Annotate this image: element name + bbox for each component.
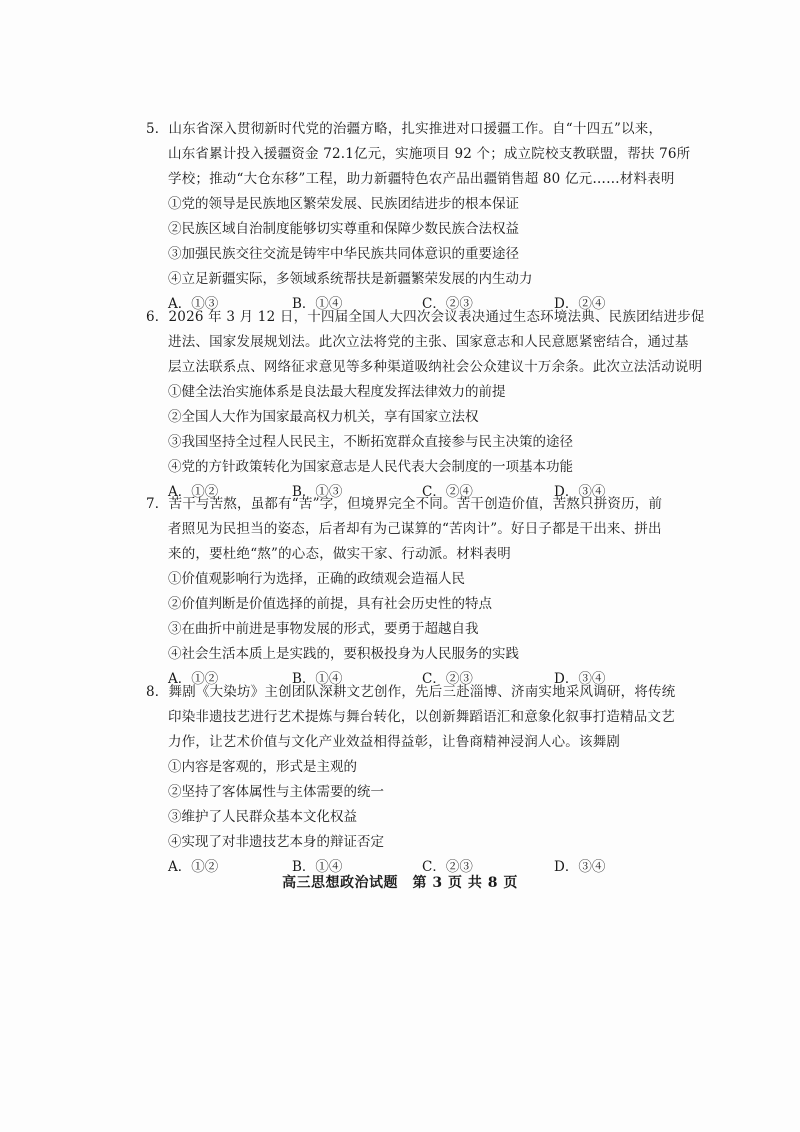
statement-2: ②坚持了客体属性与主体需要的统一 [168,784,384,800]
statement-3: ③加强民族交往交流是铸牢中华民族共同体意识的重要途径 [168,246,519,262]
question-stem-line: 印染非遗技艺进行艺术提炼与舞台转化，以创新舞蹈语汇和意象化叙事打造精品文艺 [168,709,675,725]
question-stem-line: 学校；推动“大仓东移”工程，助力新疆特色农产品出疆销售超 80 亿元……材料表明 [168,171,675,187]
question-stem-line: 8．舞剧《大染坊》主创团队深耕文艺创作，先后三赴淄博、济南实地采风调研，将传统 [146,684,676,700]
page-footer: 高三思想政治试题 第 3 页 共 8 页 [282,875,518,891]
question-stem-line: 5．山东省深入贯彻新时代党的治疆方略，扎实推进对口援疆工作。自“十四五”以来， [146,121,663,137]
statement-4: ④党的方针政策转化为国家意志是人民代表大会制度的一项基本功能 [168,459,573,475]
statement-4: ④实现了对非遗技艺本身的辩证否定 [168,834,384,850]
statement-3: ③在曲折中前进是事物发展的形式，要勇于超越自我 [168,621,479,637]
choice-a: A．①② [168,484,219,500]
statement-3: ③维护了人民群众基本文化权益 [168,809,357,825]
choice-d: D．③④ [554,484,606,500]
question-5 [146,117,691,317]
statement-4: ④立足新疆实际，多领域系统帮扶是新疆繁荣发展的内生动力 [168,271,533,287]
statement-2: ②价值判断是价值选择的前提，具有社会历史性的特点 [168,596,492,612]
question-7 [146,492,666,692]
question-stem-line: 进法、国家发展规划法。此次立法将党的主张、国家意志和人民意愿紧密结合，通过基 [168,334,689,350]
statement-3: ③我国坚持全过程人民民主，不断拓宽群众直接参与民主决策的途径 [168,434,573,450]
choice-c: C．②③ [422,859,473,875]
choice-b: B．①③ [292,484,343,500]
statement-1: ①党的领导是民族地区繁荣发展、民族团结进步的根本保证 [168,196,519,212]
choice-b: B．①④ [292,296,343,312]
statement-4: ④社会生活本质上是实践的，要积极投身为人民服务的实践 [168,646,519,662]
choice-c: C．②③ [422,296,473,312]
question-8 [146,680,676,880]
statement-1: ①价值观影响行为选择，正确的政绩观会造福人民 [168,571,465,587]
question-stem-line: 者照见为民担当的姿态，后者却有为己谋算的“苦肉计”。好日子都是干出来、拼出 [168,521,662,537]
choice-d: D．②④ [554,296,606,312]
question-stem-line: 力作，让艺术价值与文化产业效益相得益彰，让鲁商精神浸润人心。该舞剧 [168,734,621,750]
choice-a: A．①② [168,671,219,687]
question-stem-line: 来的，要杜绝“熬”的心态，做实干家、行动派。材料表明 [168,546,512,562]
choice-d: D．③④ [554,859,606,875]
question-6 [146,305,705,505]
statement-1: ①内容是客观的，形式是主观的 [168,759,357,775]
choice-b: B．①④ [292,671,343,687]
question-stem-line: 6．2026 年 3 月 12 日，十四届全国人大四次会议表决通过生态环境法典、民族团结进步促 [146,309,705,325]
statement-2: ②全国人大作为国家最高权力机关，享有国家立法权 [168,409,479,425]
question-stem-line: 层立法联系点、网络征求意见等多种渠道吸纳社会公众建议十万余条。此次立法活动说明 [168,359,703,375]
statement-1: ①健全法治实施体系是良法最大程度发挥法律效力的前提 [168,384,506,400]
choice-c: C．②③ [422,671,473,687]
choice-a: A．①③ [168,296,219,312]
choice-b: B．①④ [292,859,343,875]
question-stem-line: 7．苦干与苦熬，虽都有“苦”字，但境界完全不同。苦干创造价值，苦熬只拼资历，前 [146,496,663,512]
statement-2: ②民族区域自治制度能够切实尊重和保障少数民族合法权益 [168,221,519,237]
choice-a: A．①② [168,859,219,875]
choice-c: C．②④ [422,484,473,500]
question-stem-line: 山东省累计投入援疆资金 72.1亿元，实施项目 92 个；成立院校支教联盟，帮扶 76所 [168,146,691,162]
choice-d: D．③④ [554,671,606,687]
